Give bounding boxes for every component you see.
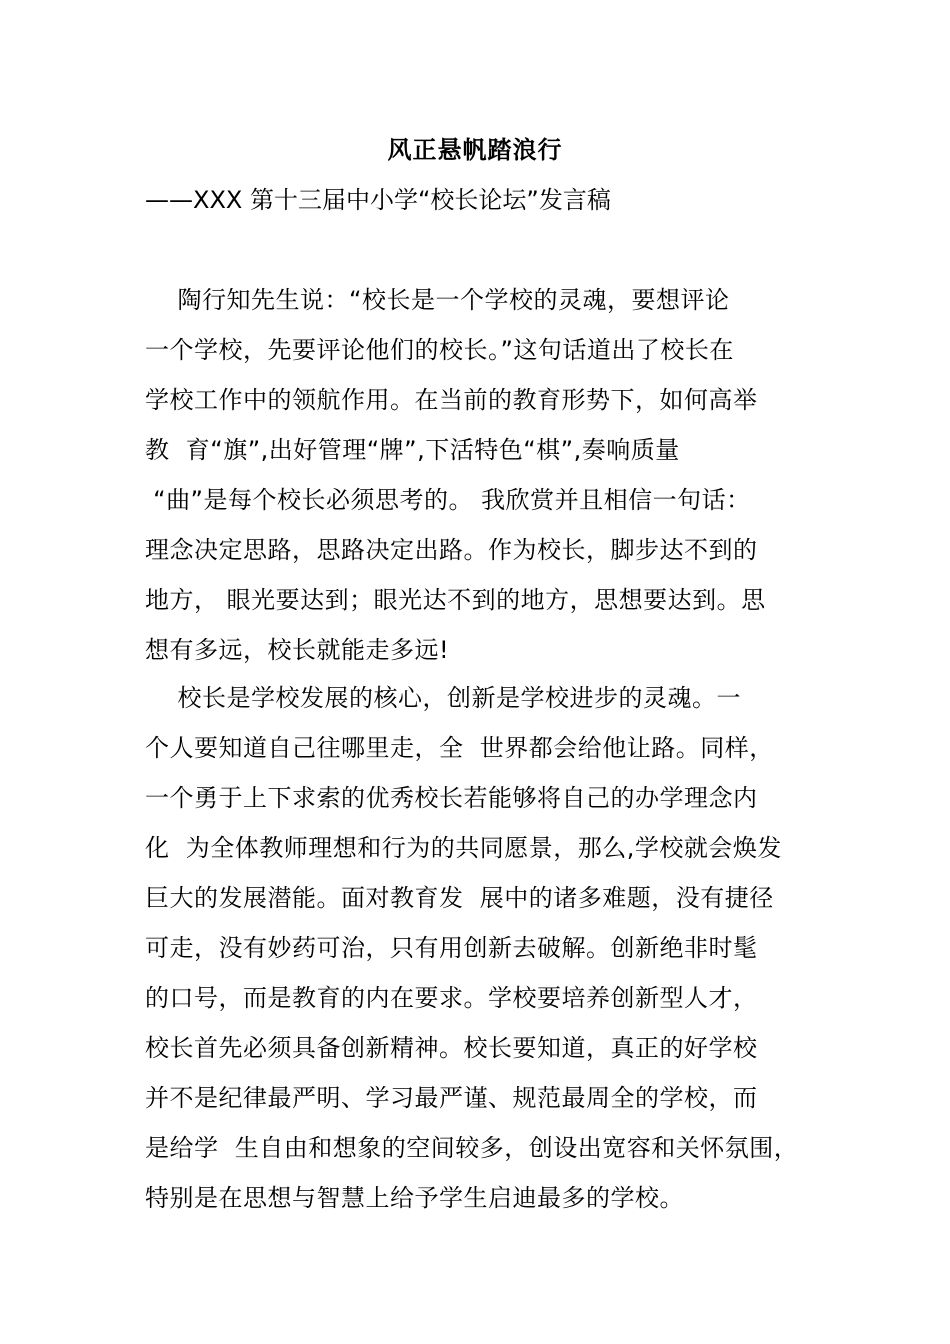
paragraph-line: “曲”是每个校长必须思考的。 我欣赏并且相信一句话： — [145, 486, 751, 514]
document-subtitle: ——XXX 第十三届中小学“校长论坛”发言稿 — [145, 186, 611, 214]
paragraph-line: 教 育“旗”,出好管理“牌”,下活特色“棋”,奏响质量 — [145, 436, 680, 464]
paragraph-line: 可走，没有妙药可治，只有用创新去破解。创新绝非时髦 — [145, 934, 758, 962]
paragraph-line: 是给学 生自由和想象的空间较多，创设出宽容和关怀氛围， — [145, 1134, 799, 1162]
paragraph-line: 一个勇于上下求索的优秀校长若能够将自己的办学理念内 — [145, 784, 758, 812]
paragraph-line: 化 为全体教师理想和行为的共同愿景，那么,学校就会焕发 — [145, 834, 782, 862]
paragraph-line: 的口号，而是教育的内在要求。学校要培养创新型人才， — [145, 984, 758, 1012]
paragraph-line: 巨大的发展潜能。面对教育发 展中的诸多难题，没有捷径 — [145, 884, 774, 912]
paragraph-line: 理念决定思路，思路决定出路。作为校长，脚步达不到的 — [145, 536, 758, 564]
paragraph-line: 一个学校，先要评论他们的校长。”这句话道出了校长在 — [145, 336, 734, 364]
paragraph-line: 特别是在思想与智慧上给予学生启迪最多的学校。 — [145, 1184, 684, 1212]
paragraph-line: 学校工作中的领航作用。在当前的教育形势下，如何高举 — [145, 386, 758, 414]
paragraph-line: 并不是纪律最严明、学习最严谨、规范最周全的学校，而 — [145, 1084, 758, 1112]
document-title: 风正悬帆踏浪行 — [387, 136, 563, 164]
paragraph-line: 陶行知先生说：“校长是一个学校的灵魂，要想评论 — [145, 286, 730, 314]
paragraph-line: 想有多远，校长就能走多远! — [145, 636, 450, 664]
paragraph-line: 个人要知道自己往哪里走，全 世界都会给他让路。同样， — [145, 734, 774, 762]
paragraph-line: 校长首先必须具备创新精神。校长要知道，真正的好学校 — [145, 1034, 758, 1062]
paragraph-line: 校长是学校发展的核心，创新是学校进步的灵魂。一 — [145, 684, 742, 712]
paragraph-line: 地方， 眼光要达到；眼光达不到的地方，思想要达到。思 — [145, 586, 766, 614]
